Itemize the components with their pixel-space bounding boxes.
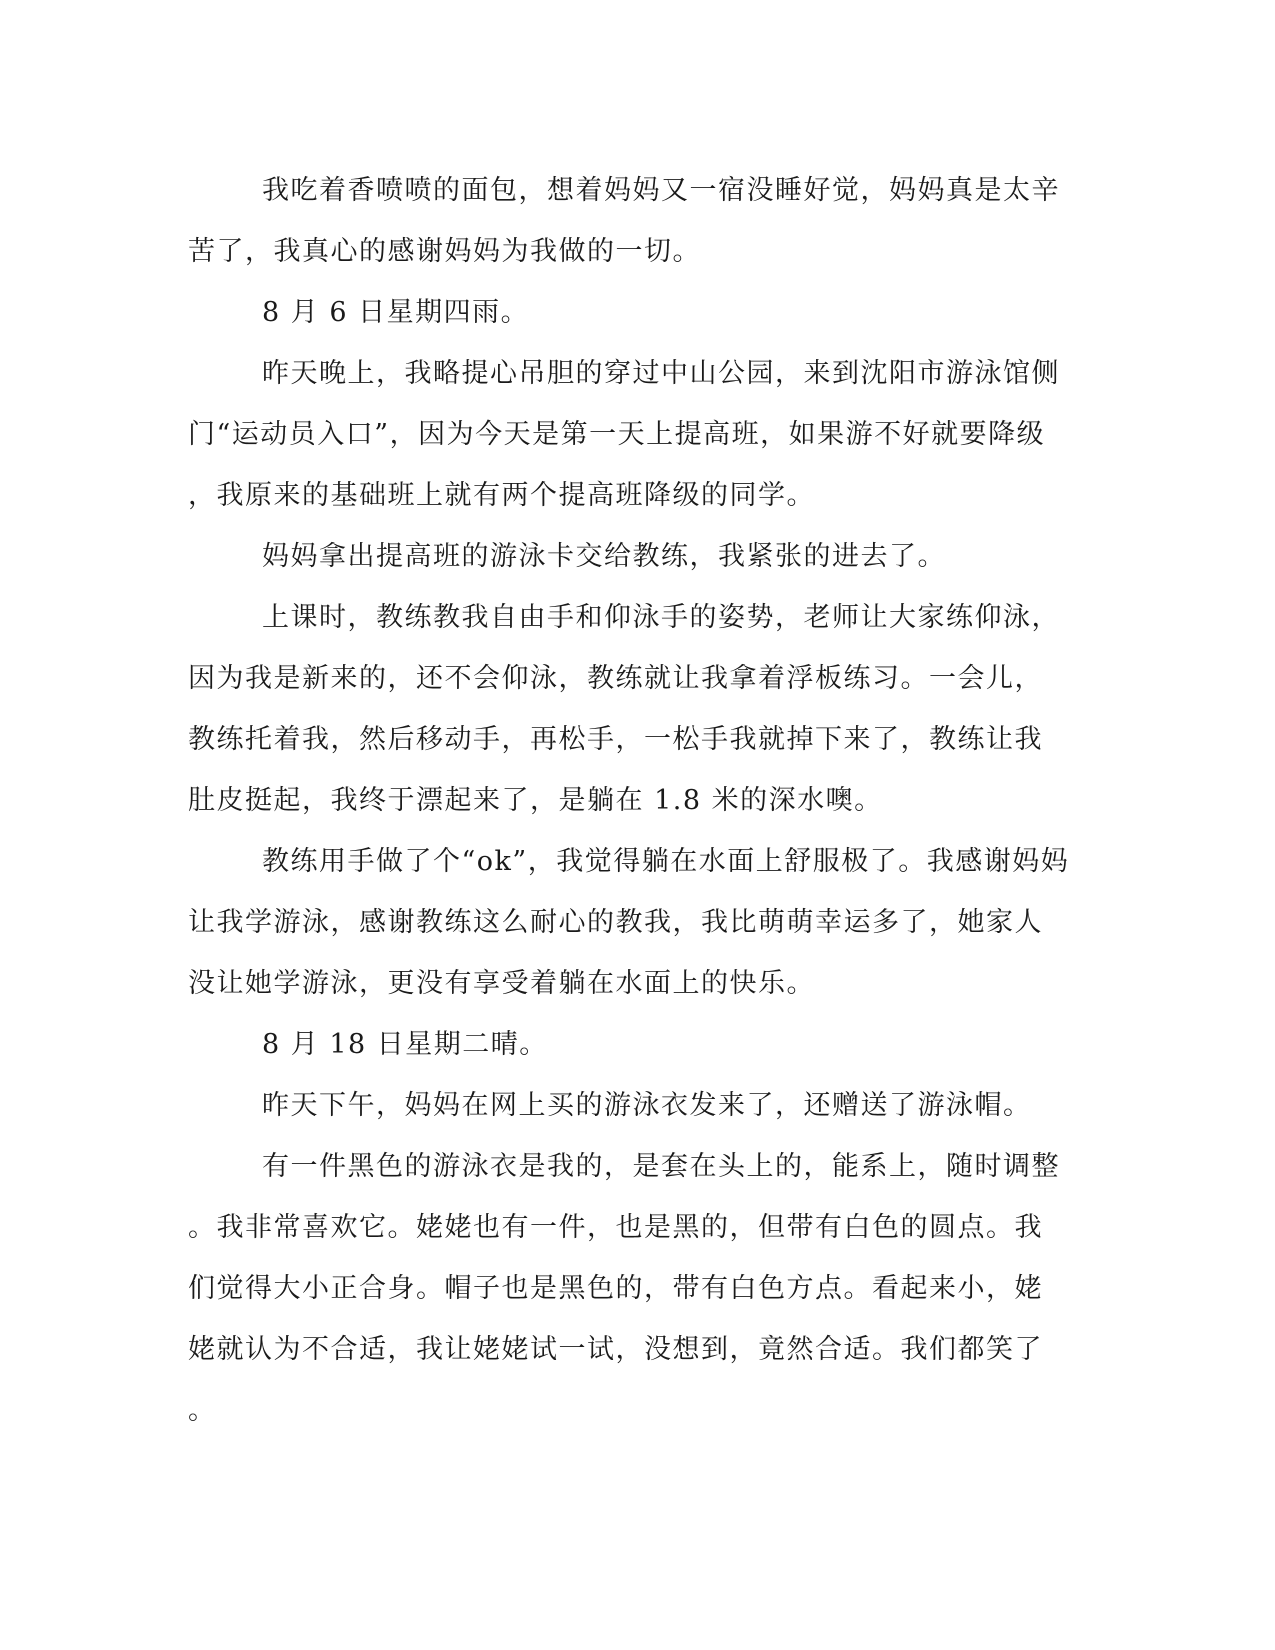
text-line: 有一件黑色的游泳衣是我的，是套在头上的，能系上，随时调整 [262, 1151, 1060, 1182]
text-line: 昨天晚上，我略提心吊胆的穿过中山公园，来到沈阳市游泳馆侧 [262, 358, 1060, 389]
text-line: 让我学游泳，感谢教练这么耐心的教我，我比萌萌幸运多了，她家人 [188, 907, 1043, 938]
text-line: 。 [188, 1395, 217, 1426]
paragraph-9 [188, 1136, 1068, 1441]
document-body [188, 160, 1068, 1441]
text-line: 8 月 6 日星期四雨。 [262, 297, 530, 328]
text-line: 我吃着香喷喷的面包，想着妈妈又一宿没睡好觉，妈妈真是太辛 [262, 175, 1060, 206]
text-line: 教练托着我，然后移动手，再松手，一松手我就掉下来了，教练让我 [188, 724, 1043, 755]
text-line: 昨天下午，妈妈在网上买的游泳衣发来了，还赠送了游泳帽。 [262, 1090, 1032, 1121]
paragraph-3 [188, 343, 1068, 526]
paragraph-6 [188, 831, 1068, 1014]
paragraph-1 [188, 160, 1068, 282]
text-line: 苦了，我真心的感谢妈妈为我做的一切。 [188, 236, 701, 267]
paragraph-2 [188, 282, 1068, 343]
text-line: 门“运动员入口”，因为今天是第一天上提高班，如果游不好就要降级 [188, 419, 1046, 450]
text-line: 肚皮挺起，我终于漂起来了，是躺在 1.8 米的深水噢。 [188, 785, 883, 816]
paragraph-4 [188, 526, 1068, 587]
text-line: 因为我是新来的，还不会仰泳，教练就让我拿着浮板练习。一会儿， [188, 663, 1043, 694]
text-line: 们觉得大小正合身。帽子也是黑色的，带有白色方点。看起来小，姥 [188, 1273, 1043, 1304]
text-line: 教练用手做了个“ok”，我觉得躺在水面上舒服极了。我感谢妈妈 [262, 846, 1070, 877]
text-line: 。我非常喜欢它。姥姥也有一件，也是黑的，但带有白色的圆点。我 [188, 1212, 1043, 1243]
text-line: 没让她学游泳，更没有享受着躺在水面上的快乐。 [188, 968, 815, 999]
text-line: 姥就认为不合适，我让姥姥试一试，没想到，竟然合适。我们都笑了 [188, 1334, 1043, 1365]
text-line: 8 月 18 日星期二晴。 [262, 1029, 548, 1060]
text-line: 妈妈拿出提高班的游泳卡交给教练，我紧张的进去了。 [262, 541, 946, 572]
paragraph-8 [188, 1075, 1068, 1136]
text-line: ，我原来的基础班上就有两个提高班降级的同学。 [188, 480, 815, 511]
text-line: 上课时，教练教我自由手和仰泳手的姿势，老师让大家练仰泳， [262, 602, 1060, 633]
paragraph-7 [188, 1014, 1068, 1075]
paragraph-5 [188, 587, 1068, 831]
